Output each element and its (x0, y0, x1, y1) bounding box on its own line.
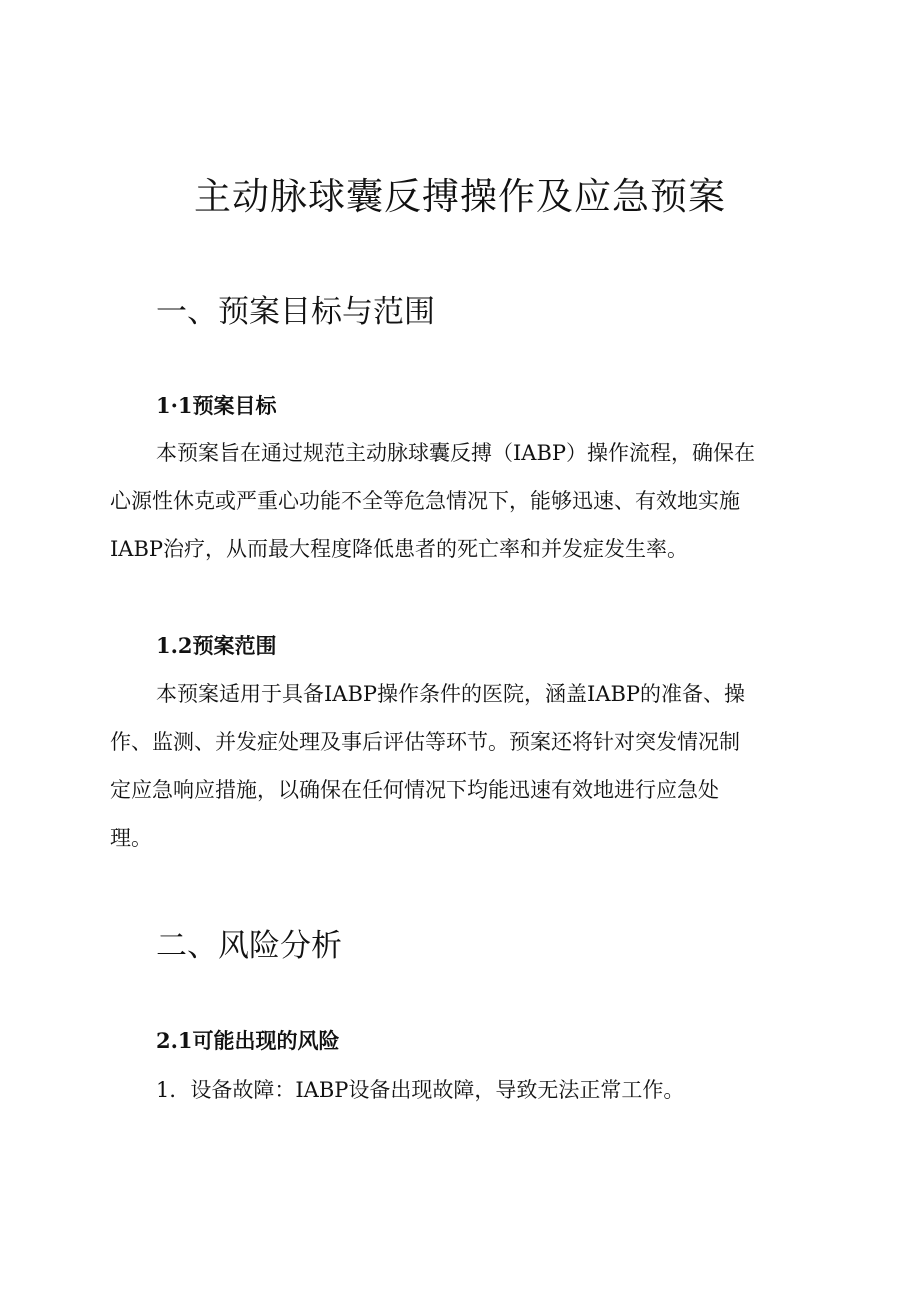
paragraph-line: 本预案适用于具备IABP操作条件的医院，涵盖IABP的准备、操 (156, 682, 746, 706)
paragraph-line: IABP治疗，从而最大程度降低患者的死亡率和并发症发生率。 (110, 537, 689, 561)
subsection-heading-1-1: 1·1预案目标 (156, 393, 277, 418)
paragraph-line: 作、监测、并发症处理及事后评估等环节。预案还将针对突发情况制 (110, 730, 740, 754)
paragraph-1-2 (110, 670, 810, 862)
section-heading-1: 一、预案目标与范围 (156, 294, 435, 330)
subsection-heading-1-2: 1.2预案范围 (156, 633, 277, 658)
section-heading-2: 二、风险分析 (156, 928, 342, 964)
list-item: 1．设备故障：IABP设备出现故障，导致无法正常工作。 (156, 1078, 685, 1102)
paragraph-line: 定应急响应措施，以确保在任何情况下均能迅速有效地进行应急处 (110, 778, 719, 802)
subsection-heading-2-1: 2.1可能出现的风险 (156, 1028, 340, 1053)
page-title: 主动脉球囊反搏操作及应急预案 (194, 175, 726, 218)
paragraph-line: 心源性休克或严重心功能不全等危急情况下，能够迅速、有效地实施 (110, 489, 740, 513)
paragraph-line: 本预案旨在通过规范主动脉球囊反搏（IABP）操作流程，确保在 (156, 441, 756, 465)
paragraph-line: 理。 (110, 826, 152, 850)
paragraph-1-1 (110, 429, 810, 573)
